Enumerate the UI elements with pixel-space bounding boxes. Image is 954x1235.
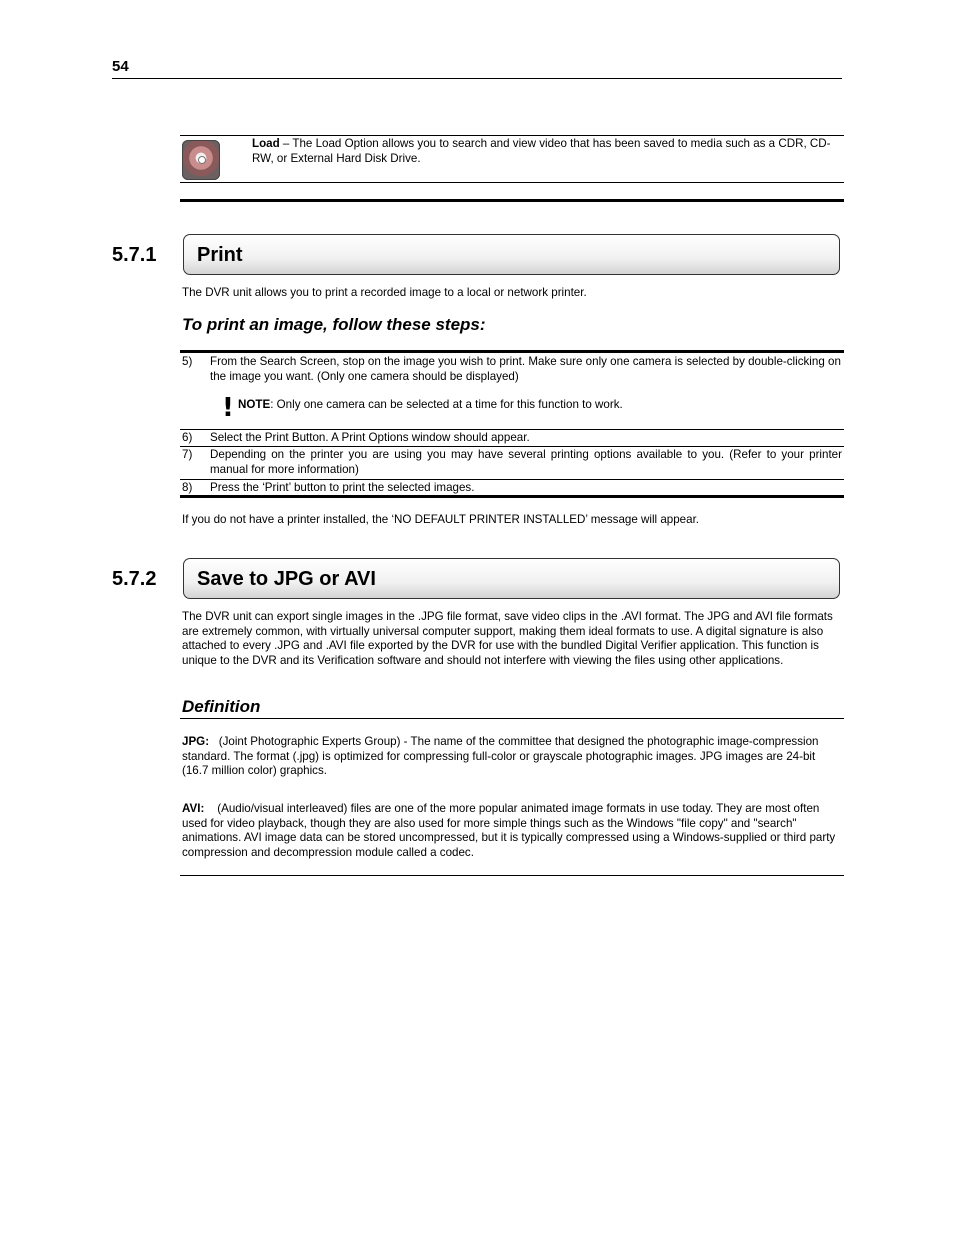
load-text: – The Load Option allows you to search and view video that has been saved to media such as a CDR, CD-RW, or External Hard Disk Drive. xyxy=(252,137,831,165)
load-bottom-divider xyxy=(180,182,844,183)
section-number-save: 5.7.2 xyxy=(112,568,157,590)
definition-avi xyxy=(182,802,842,860)
definition-jpg xyxy=(182,735,842,779)
definition-divider xyxy=(180,718,844,719)
definition-heading: Definition xyxy=(182,697,261,716)
printer-message: If you do not have a printer installed, the ‘NO DEFAULT PRINTER INSTALLED’ message will appear. xyxy=(182,513,700,526)
steps-top-rule xyxy=(180,350,844,353)
header-divider xyxy=(112,78,842,79)
end-divider xyxy=(180,875,844,876)
steps-heading: To print an image, follow these steps: xyxy=(182,315,486,334)
steps-bottom-rule xyxy=(180,495,844,498)
section-heading-box-save xyxy=(183,558,840,599)
section-title-print: Print xyxy=(197,244,243,266)
step-number: 6) xyxy=(182,431,193,444)
definition-term: JPG: xyxy=(182,735,210,748)
section-heading-box-print xyxy=(183,234,840,275)
section-divider xyxy=(180,199,844,202)
step-text: From the Search Screen, stop on the image you wish to print. Make sure only one camera is selected by double-clicking on the image you want. (Only one camera should be displayed) xyxy=(210,355,841,383)
save-intro: The DVR unit can export single images in the .JPG file format, save video clips in the .AVI format. The JPG and AVI file formats are extremely common, with virtually universal computer support, making them ideal formats to use. A digital signature is also attached to every .JPG and .AVI file exported by the DVR for use with the bundled Digital Verifier application. This function is unique to the DVR and its Verification software and should not interfere with viewing the files using other applications. xyxy=(182,610,833,667)
note-text xyxy=(238,398,623,413)
note-label: NOTE xyxy=(238,398,271,411)
definition-text: (Audio/visual interleaved) files are one of the more popular animated image formats in use today. They are most often used for video playback, though they are also used for more simple things such as the Windows "file copy" and "search" animations. AVI image data can be stored uncompressed, but it is typically compressed using a Windows-supplied or third party compression and decompression module called a codec. xyxy=(182,802,836,859)
definition-term: AVI: xyxy=(182,802,205,815)
load-description xyxy=(252,137,842,166)
row-divider xyxy=(180,479,844,480)
load-top-divider xyxy=(180,135,844,136)
row-divider xyxy=(180,446,844,447)
step-number: 8) xyxy=(182,481,193,494)
disc-icon xyxy=(182,140,220,180)
note-body: : Only one camera can be selected at a time for this function to work. xyxy=(270,398,623,411)
step-text: Press the ‘Print’ button to print the selected images. xyxy=(210,481,475,494)
step-text: Depending on the printer you are using you may have several printing options available to you. (Refer to your printer manual for more information) xyxy=(210,448,842,476)
section-number-print: 5.7.1 xyxy=(112,244,157,266)
step-number: 7) xyxy=(182,448,193,461)
definition-text: (Joint Photographic Experts Group) - The name of the committee that designed the photographic image-compression standard. The format (.jpg) is optimized for compressing full-color or grayscale photographic images. JPG images are 24-bit (16.7 million color) graphics. xyxy=(182,735,819,777)
print-intro: The DVR unit allows you to print a recorded image to a local or network printer. xyxy=(182,286,587,299)
step-text: Select the Print Button. A Print Options window should appear. xyxy=(210,431,530,444)
section-title-save: Save to JPG or AVI xyxy=(197,568,376,590)
exclamation-icon: ! xyxy=(222,393,234,423)
step-number: 5) xyxy=(182,355,193,368)
page-number: 54 xyxy=(112,58,129,75)
load-term: Load xyxy=(252,137,280,150)
row-divider xyxy=(180,429,844,430)
